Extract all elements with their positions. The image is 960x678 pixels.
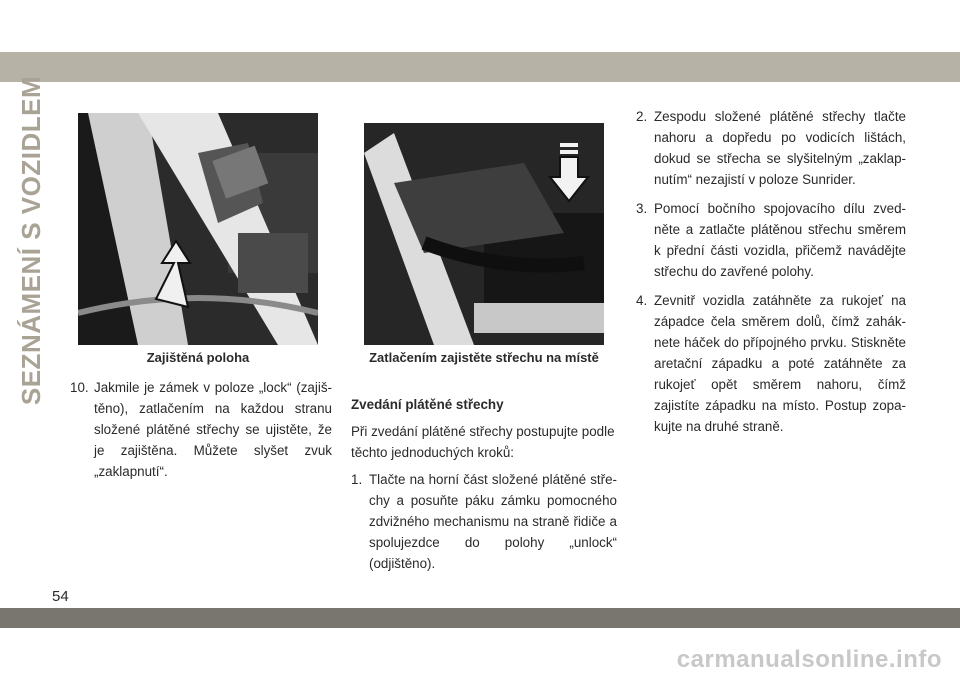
list-item-text: Zespodu složené plátěné střechy tlačte nahoru a dopředu po vodicích lištách, dokud se střecha se slyšitelným „zaklapnutím“ nezajistí v poloze Sunrider. [654, 109, 906, 187]
list-item-text: Jakmile je zámek v poloze „lock“ (zajištěno), zatlačením na každou stranu složené plátěné střechy se ujistěte, že je zajištěna. Můžete slyšet zvuk „zaklapnutí“. [94, 380, 332, 479]
list-item [636, 106, 906, 190]
list-item-number: 1. [351, 472, 363, 487]
intro-paragraph: Při zvedání plátěné střechy postupujte podle těchto jednoduchých kroků: [351, 424, 615, 460]
photo-push-to-lock [364, 123, 604, 345]
photo-locked-position [78, 113, 318, 345]
text-column-3 [636, 106, 906, 445]
text-column-1 [70, 377, 332, 490]
list-item-number: 3. [636, 201, 648, 216]
list-item-text: Pomocí bočního spojovacího dílu zvedněte a zatlačte plátěnou střechu směrem k přední části vozidla, přičemž navádějte střechu do zavřené polohy. [654, 201, 906, 279]
photo-caption: Zajištěná poloha [146, 350, 250, 365]
list-item-number: 4. [636, 293, 648, 308]
list-item [70, 377, 332, 482]
list-item-number: 10. [70, 380, 89, 395]
list-item [636, 198, 906, 282]
page-number: 54 [52, 588, 69, 605]
list-item [636, 290, 906, 437]
section-title [12, 75, 52, 405]
bottom-band [0, 608, 960, 628]
list-item-text: Tlačte na horní část složené plátěné střechy a posuňte páku zámku pomocného zdvižného mechanismu na straně řidiče a spolujezdce do polohy „unlock“ (odjištěno). [369, 472, 617, 571]
list-item [351, 469, 617, 574]
photo-caption: Zatlačením zajistěte střechu na místě [369, 350, 599, 365]
list-item-text: Zevnitř vozidla zatáhněte za rukojeť na západce čela směrem dolů, čímž zaháknete háček do přípojného prvku. Stiskněte aretační západku a poté zatáhněte za rukojeť opět směrem nahoru, čímž zajistíte západku na místo. Postup zopakujte na druhé straně. [654, 293, 906, 434]
section-heading: Zvedání plátěné střechy [351, 397, 504, 412]
text-column-2 [351, 394, 617, 582]
list-item-number: 2. [636, 109, 648, 124]
top-band [0, 52, 960, 82]
section-title-text: SEZNÁMENÍ S VOZIDLEM [16, 75, 47, 405]
watermark-link[interactable]: carmanualsonline.info [676, 646, 942, 673]
